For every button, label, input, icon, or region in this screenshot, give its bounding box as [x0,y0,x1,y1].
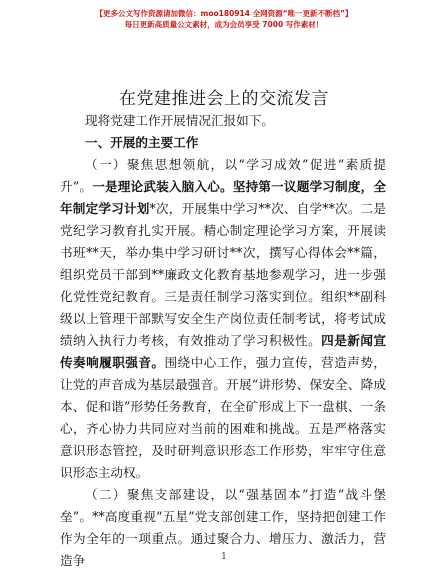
promo-banner [0,8,448,30]
paragraph-1-lead: （一）聚焦思想领航，以“学习成效”促进“素质提升”。 [60,157,386,194]
section-heading: 一、开展的主要工作 [85,135,199,150]
paragraph-2: （二）聚焦支部建设，以“强基固本”打造“战斗堡垒”。**高度重视“五星”党支部创建工作，坚持把创建工作作为全年的一项重点。通过聚合力、增压力、激活力，营造争 [60,487,386,568]
page-number: 1 [221,552,227,562]
paragraph-1-text-2: 围绕中心工作，强力宣传，营造声势，让党的声音成为基层最强音。开展“讲形势、保安全、降成本、促和谐”形势任务教育，在全矿形成上下一盘棋、一条心，齐心协力共同应对当前的困难和挑战。五是严格落实意识形态管控，及时研判意识形态工作形势，牢牢守住意识形态主动权。 [60,355,386,480]
paragraph-1-text: *次，开展集中学习**次、自学**次。二是党纪学习教育扎实开展。精心制定理论学习方案，开展读书班**天，举办集中学习研讨**次，撰写心得体会**篇，组织党员干部到**廉政文化教育基地参观学习，进一步强化党性党纪教育。三是责任制学习落实到位。组织**副科级以上管理干部默写安全生产岗位责任制考试，将考试成绩纳入执行力考核，有效推动了学习积极性。 [60,201,387,348]
paragraph-1-point-4: 四是新闻宣传奏响履职强音。 [60,333,386,370]
promo-line-2: 每日更新高质量公文素材，成为会员享受 7000 写作素材！ [124,20,324,29]
promo-line-1: 【更多公文写作资源请加微信：moo180914 全网资源“唯一更新不断档”】 [95,9,353,18]
document-body [60,110,386,572]
document-title: 在党建推进会上的交流发言 [119,89,329,109]
paragraph-1 [60,154,386,484]
paragraph-1-point-1: 一是理论武装入脑入心。坚持第一议题学习制度，全年制定学习计划 [60,179,386,216]
intro-paragraph: 现将党建工作开展情况汇报如下。 [85,113,274,128]
